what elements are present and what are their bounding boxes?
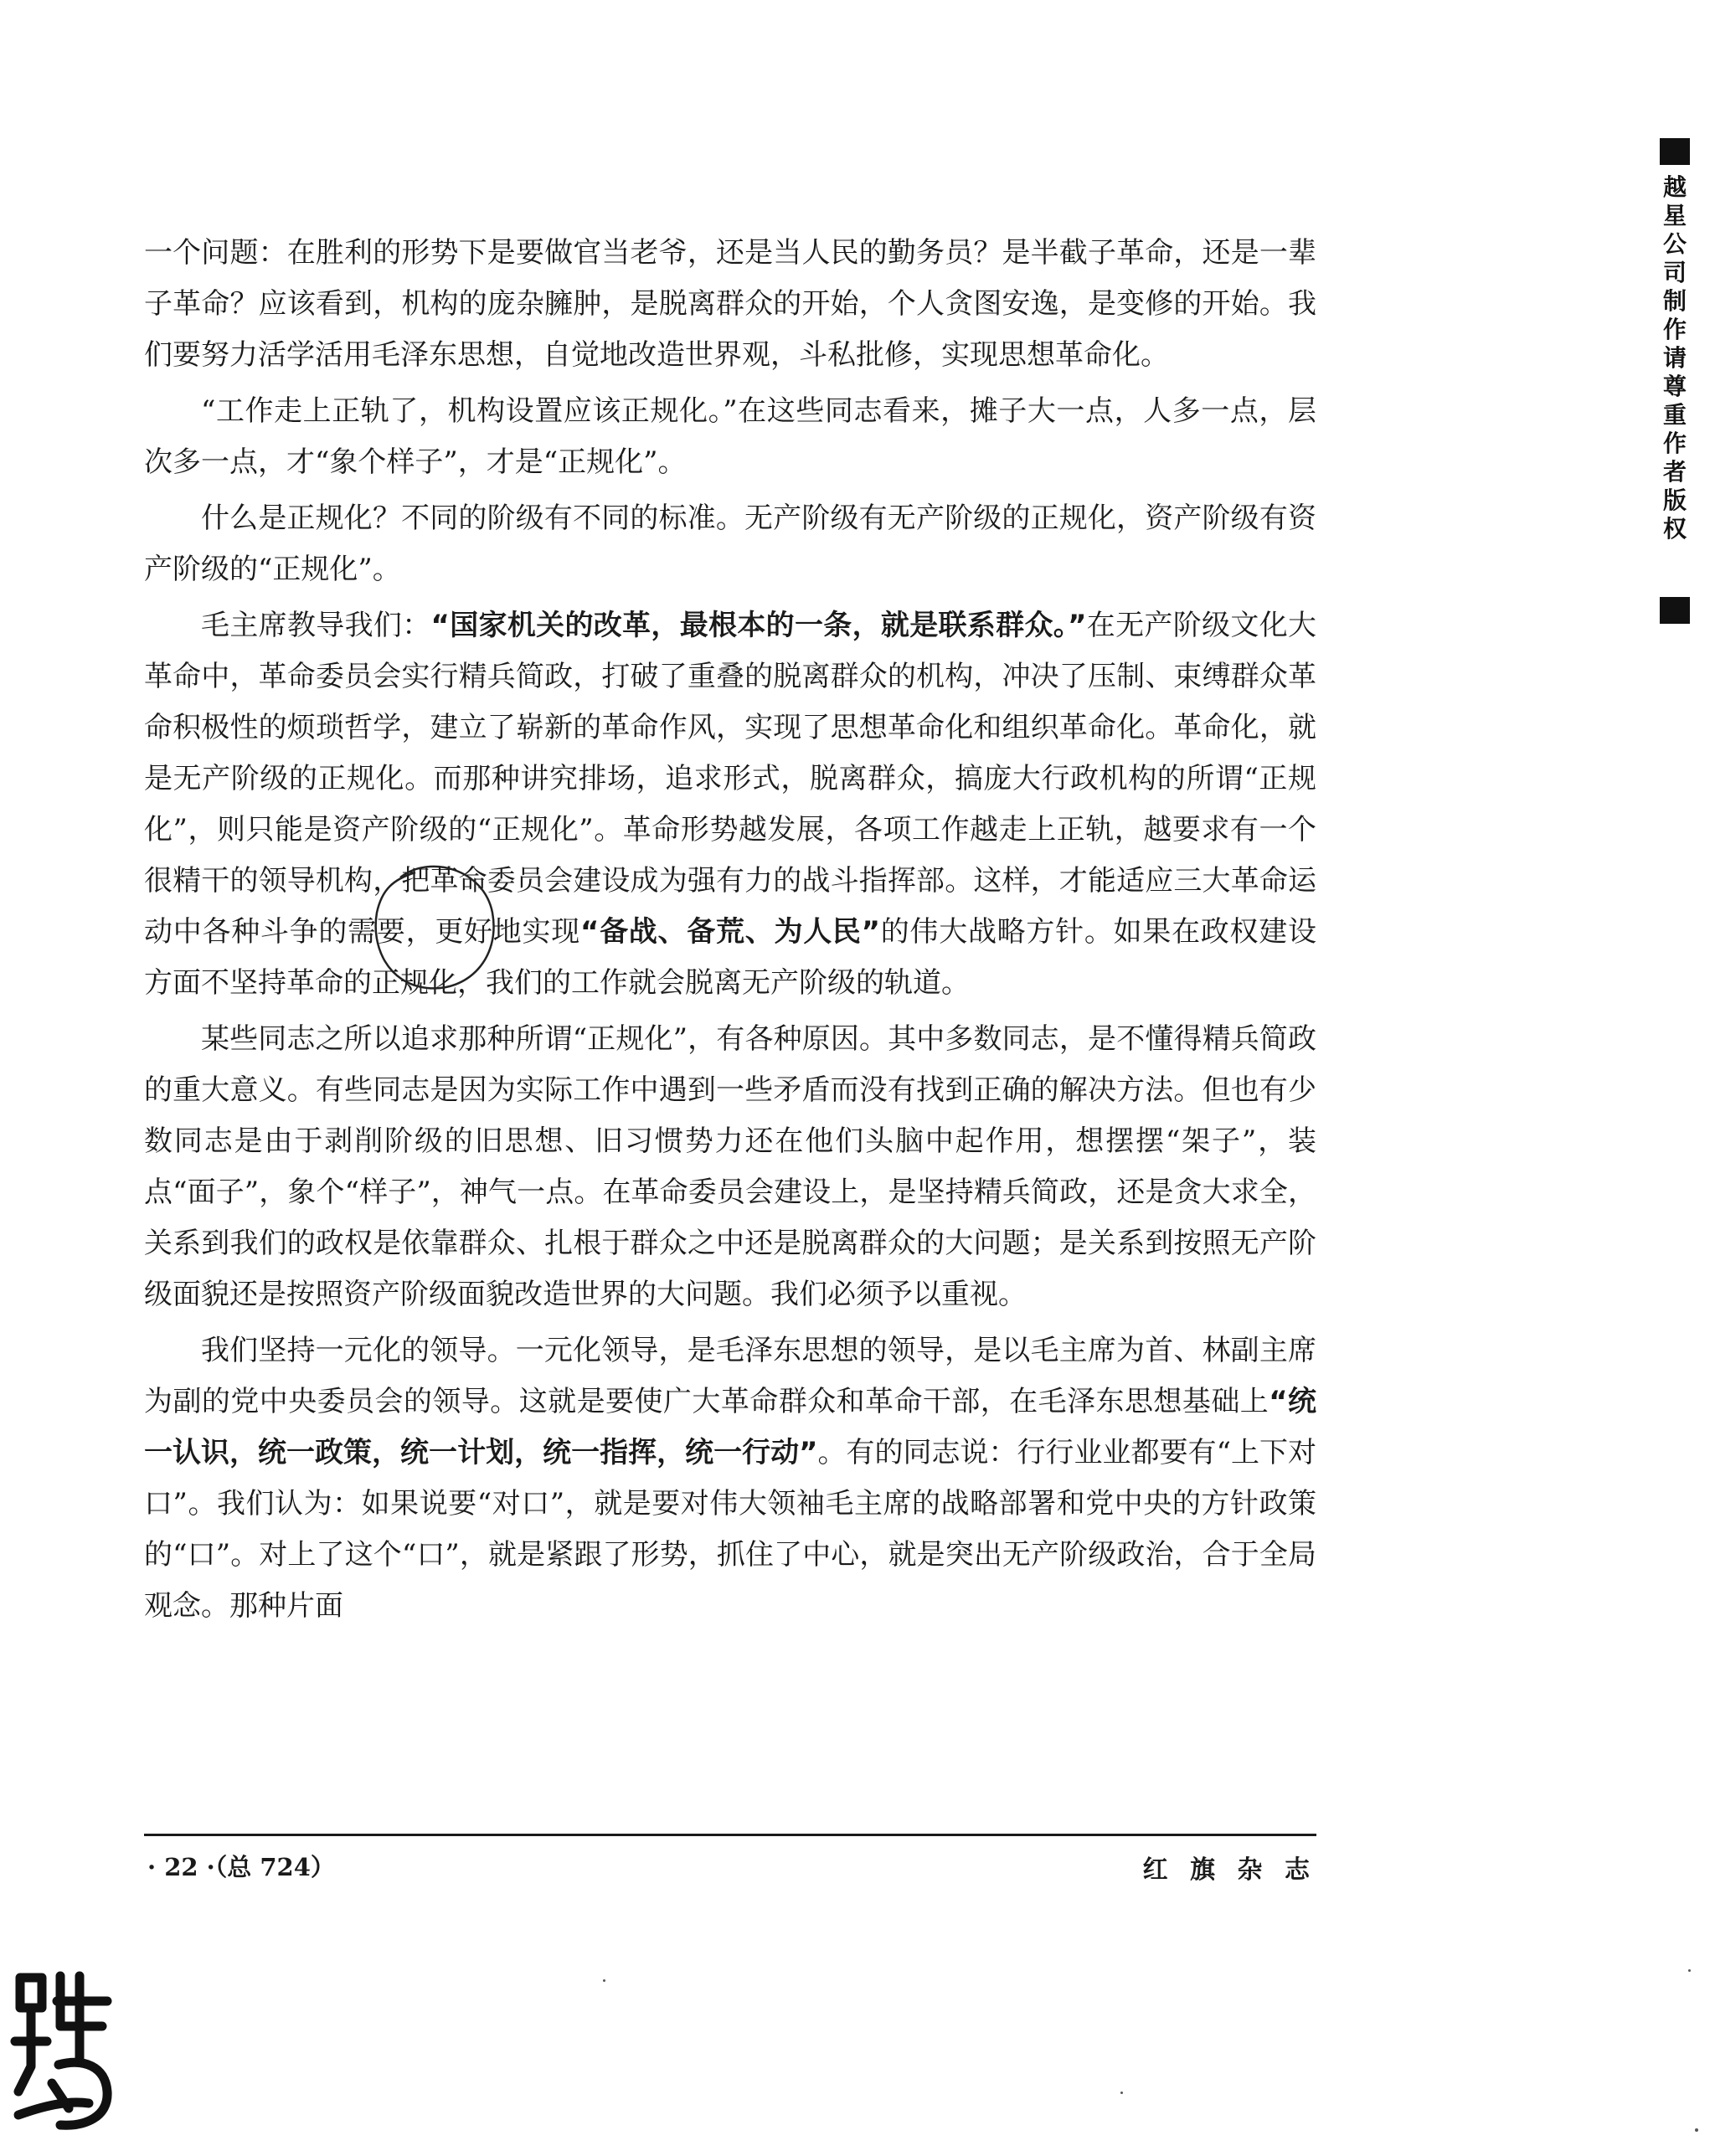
text-run: 某些同志之所以追求那种所谓“正规化”，有各种原因。其中多数同志，是不懂得精兵简政的重大意义。有些同志是因为实际工作中遇到一些矛盾而没有找到正确的解决方法。但也有少数同志是由于剥削阶级的旧思想、旧习惯势力还在他们头脑中起作用，想摆摆“架子”，装点“面子”，象个“样子”，神气一点。在革命委员会建设上，是坚持精兵简政，还是贪大求全，关系到我们的政权是依靠群众、扎根于群众之中还是脱离群众的大问题；是关系到按照无产阶级面貌还是按照资产阶级面貌改造世界的大问题。我们必须予以重视。 — [144, 1022, 1316, 1311]
footer-rule — [144, 1834, 1316, 1836]
paragraph — [144, 1325, 1316, 1632]
hand-drawn-circle-mark — [367, 854, 501, 996]
article-body — [144, 228, 1316, 1637]
page-number: · 22 ·（总 724） — [147, 1853, 335, 1881]
journal-name: 红 旗 杂 志 — [1142, 1855, 1316, 1885]
text-run: 毛主席教导我们： — [201, 609, 431, 642]
text-run: 的伟大战略方针。如果在政权建设方面不坚持革命的正规化，我们的工作就会脱离无产阶级的轨道。 — [144, 915, 1317, 1000]
paragraph — [144, 600, 1316, 1009]
paragraph — [144, 228, 1316, 381]
paragraph — [144, 1014, 1316, 1320]
text-run: 什么是正规化？不同的阶级有不同的标准。无产阶级有无产阶级的正规化，资产阶级有资产阶级的“正规化”。 — [144, 502, 1316, 586]
text-run: 我们坚持一元化的领导。一元化领导，是毛泽东思想的领导，是以毛主席为首、林副主席为副的党中央委员会的领导。这就是要使广大革命群众和革命干部，在毛泽东思想基础上 — [144, 1334, 1316, 1418]
text-run: “工作走上正轨了，机构设置应该正规化。”在这些同志看来，摊子大一点，人多一点，层次多一点，才“象个样子”，才是“正规化”。 — [144, 394, 1316, 479]
quotation-bold: “统一认识，统一政策，统一计划，统一指挥，统一行动” — [144, 1385, 1316, 1469]
scan-speck — [603, 1979, 605, 1982]
paragraph — [144, 386, 1316, 488]
quotation-bold: “备战、备荒、为人民” — [580, 915, 881, 949]
banner-text: 越星公司制作 请尊重作者版权 — [1662, 173, 1687, 543]
scan-speck — [1688, 1969, 1691, 1972]
side-copyright-banner — [1660, 138, 1698, 624]
paragraph — [144, 493, 1316, 595]
text-run: 。有的同志说：行行业业都要有“上下对口”。我们认为：如果说要“对口”，就是要对伟大领袖毛主席的战略部署和党中央的方针政策的“口”。对上了这个“口”，就是紧跟了形势，抓住了中心，就是突出无产阶级政治，合于全局观念。那种片面 — [144, 1436, 1316, 1623]
text-run: 一个问题：在胜利的形势下是要做官当老爷，还是当人民的勤务员？是半截子革命，还是一辈子革命？应该看到，机构的庞杂臃肿，是脱离群众的开始，个人贪图安逸，是变修的开始。我们要努力活学活用毛泽东思想，自觉地改造世界观，斗私批修，实现思想革命化。 — [144, 236, 1316, 372]
scan-speck — [1695, 2128, 1698, 2132]
seal-stamp-logo — [8, 1966, 117, 2137]
banner-top-bar — [1660, 138, 1690, 165]
quotation-bold: “国家机关的改革，最根本的一条，就是联系群众。” — [430, 609, 1087, 642]
text-run: 在无产阶级文化大革命中，革命委员会实行精兵简政，打破了重叠的脱离群众的机构，冲决了压制、束缚群众革命积极性的烦琐哲学，建立了崭新的革命作风，实现了思想革命化和组织革命化。革命化，就是无产阶级的正规化。而那种讲究排场，追求形式，脱离群众，搞庞大行政机构的所谓“正规化”，则只能是资产阶级的“正规化”。革命形势越发展，各项工作越走上正轨，越要求有一个很精干的领导机构，把革命委员会建设成为强有力的战斗指挥部。这样，才能适应三大革命运动中各种斗争的需要，更好地实现 — [144, 609, 1317, 949]
banner-bottom-bar — [1660, 597, 1690, 624]
scan-speck — [1120, 2092, 1123, 2094]
